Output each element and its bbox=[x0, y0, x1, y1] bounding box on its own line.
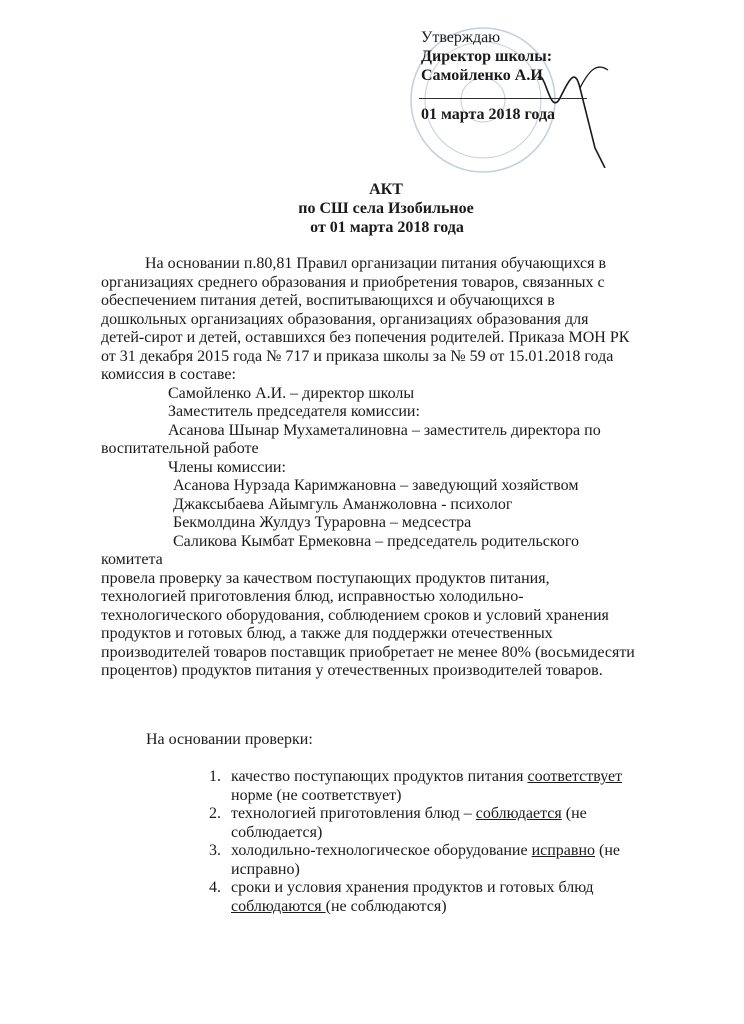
conclusion-item bbox=[209, 805, 689, 842]
body-line: Заместитель председателя комиссии: bbox=[168, 403, 420, 420]
item-text-post: (не bbox=[595, 842, 621, 859]
item-text-post: (не bbox=[561, 805, 587, 822]
title-line-1: АКТ bbox=[369, 181, 403, 198]
approval-line-3: Самойленко А.И bbox=[421, 67, 543, 84]
handwritten-signature bbox=[520, 58, 615, 168]
body-line: На основании п.80,81 Правил организации питания обучающихся в bbox=[145, 255, 607, 272]
conclusions-list bbox=[209, 768, 689, 916]
item-underlined: соответствует bbox=[527, 768, 623, 785]
item-underlined: соблюдаются bbox=[231, 897, 326, 915]
title-line-3: от 01 марта 2018 года bbox=[310, 219, 464, 236]
body-line: технологического оборудования, соблюдением сроков и условий хранения bbox=[101, 606, 609, 624]
item-number: 1. bbox=[209, 768, 221, 785]
item-number: 2. bbox=[209, 805, 221, 822]
item-underlined: соблюдается bbox=[475, 805, 562, 822]
item-number: 3. bbox=[209, 842, 221, 859]
item-text-2: соблюдается) bbox=[231, 823, 323, 841]
body-line: комитета bbox=[101, 551, 163, 568]
body-line: продуктов и готовых блюд, а также для поддержки отечественных bbox=[101, 625, 553, 642]
conclusion-item bbox=[209, 842, 689, 879]
document-body bbox=[101, 255, 661, 681]
item-number: 4. bbox=[209, 879, 221, 896]
item-underlined: исправно bbox=[531, 842, 596, 859]
item-text-2: исправно) bbox=[231, 860, 300, 878]
item-text: качество поступающих продуктов питания bbox=[231, 768, 528, 785]
approval-line-1: Утверждаю bbox=[421, 29, 501, 46]
body-line: провела проверку за качеством поступающих продуктов питания, bbox=[101, 569, 550, 587]
body-line: Бекмолдина Жулдуз Тураровна – медсестра bbox=[173, 514, 472, 531]
approval-line-2: Директор школы: bbox=[421, 48, 553, 65]
conclusion-item bbox=[209, 879, 689, 916]
body-line: Асанова Шынар Мухаметалиновна – заместитель директора по bbox=[168, 421, 601, 439]
item-text: холодильно-технологическое оборудование bbox=[231, 842, 532, 859]
item-text: сроки и условия хранения продуктов и готовых блюд bbox=[231, 879, 594, 896]
body-line: Джаксыбаева Айымгуль Аманжоловна - психолог bbox=[173, 495, 513, 513]
body-line: Асанова Нурзада Каримжановна – заведующий хозяйством bbox=[173, 477, 579, 494]
body-line: процентов) продуктов питания у отечественных производителей товаров. bbox=[101, 662, 603, 679]
body-line: от 31 декабря 2015 года № 717 и приказа школы за № 59 от 15.01.2018 года bbox=[101, 347, 614, 365]
approval-date: 01 марта 2018 года bbox=[421, 106, 556, 123]
body-line: комиссия в составе: bbox=[101, 366, 236, 383]
body-line: Саликова Кымбат Ермековна – председатель родительского bbox=[173, 532, 579, 550]
check-intro: На основании проверки: bbox=[146, 731, 313, 748]
body-line: Члены комиссии: bbox=[168, 458, 286, 476]
document-title bbox=[0, 180, 744, 237]
body-line: дошкольных организациях образования, организациях образования для bbox=[101, 310, 589, 328]
item-text-2: норме (не соответствует) bbox=[231, 786, 402, 804]
item-text: технологией приготовления блюд – bbox=[231, 805, 476, 822]
conclusion-item bbox=[209, 768, 689, 805]
body-line: технологией приготовления блюд, исправностью холодильно- bbox=[101, 588, 524, 605]
body-line: воспитательной работе bbox=[101, 440, 259, 457]
item-text-2: (не соблюдаются) bbox=[325, 897, 447, 915]
body-line: детей-сирот и детей, оставшихся без попечения родителей. Приказа МОН РК bbox=[101, 329, 630, 346]
body-line: производителей товаров поставщик приобретает не менее 80% (восьмидесяти bbox=[101, 643, 635, 661]
body-line: обеспечением питания детей, воспитывающихся и обучающихся в bbox=[101, 292, 555, 309]
body-line: организациях среднего образования и приобретения товаров, связанных с bbox=[101, 273, 605, 291]
title-line-2: по СШ села Изобильное bbox=[298, 200, 474, 217]
body-line: Самойленко А.И. – директор школы bbox=[168, 384, 415, 402]
